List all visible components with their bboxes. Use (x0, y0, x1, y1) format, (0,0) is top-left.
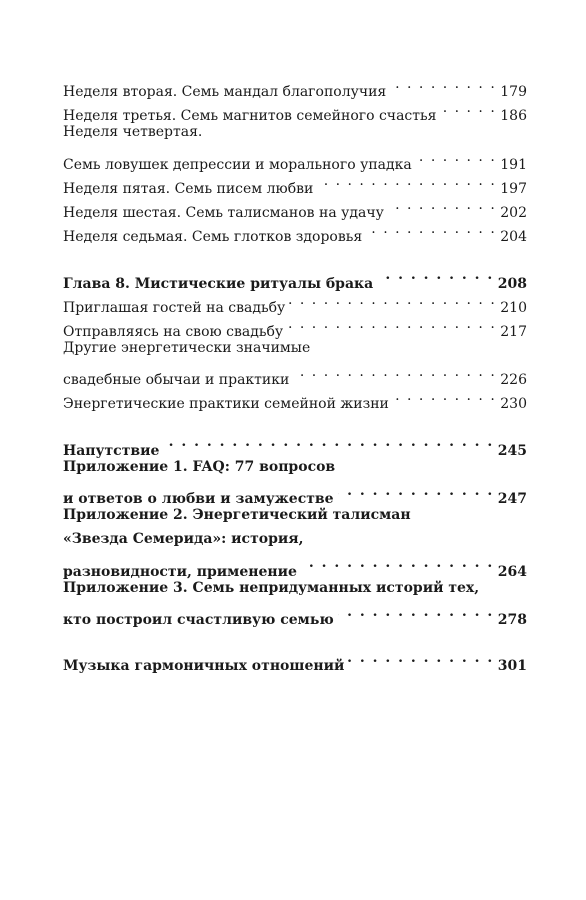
dot-leader (317, 169, 496, 193)
toc-entry-page: 247 (497, 491, 527, 507)
dot-leader (416, 145, 497, 169)
toc-entry-title: Приглашая гостей на свадьбу (63, 299, 286, 316)
dot-leader (301, 551, 494, 575)
toc-entry-week-2 (63, 72, 527, 101)
toc-entry-title: Неделя четвертая. (63, 124, 203, 141)
toc-entry-page: 210 (500, 299, 527, 316)
dot-leader (338, 479, 494, 503)
toc-entry-title: Неделя пятая. Семь писем любви (63, 180, 314, 197)
toc-entry-appendix-1-heading (63, 455, 527, 479)
toc-entry-other-customs-heading (63, 336, 527, 360)
toc-entry-appendix-3-heading (63, 576, 527, 600)
toc-entry-page: 245 (497, 442, 527, 459)
toc-entry-week-4 (63, 145, 527, 173)
toc-entry-page: 208 (497, 275, 527, 292)
toc-entry-page: 191 (500, 156, 527, 173)
toc-entry-page: 202 (500, 205, 527, 222)
toc-entry-title: Неделя третья. Семь магнитов семейного счастья (63, 108, 437, 125)
toc-entry-page: 204 (500, 229, 527, 246)
toc-entry-appendix-2-heading (63, 503, 527, 527)
toc-entry-title: Приложение 2. Энергетический талисман (63, 507, 411, 523)
toc-entry-title: свадебные обычаи и практики (63, 372, 290, 389)
toc-entry-title: Энергетические практики семейной жизни (63, 396, 389, 413)
toc-entry-title: Семь ловушек депрессии и морального упадка (63, 156, 412, 173)
toc-entry-page: 226 (500, 372, 527, 389)
dot-leader (366, 217, 496, 241)
toc-entry-title: кто построил счастливую семью (63, 611, 334, 628)
toc-entry-page: 179 (500, 84, 527, 101)
toc-entry-page: 230 (500, 396, 527, 413)
toc-entry-page: 264 (497, 563, 527, 580)
dot-leader (377, 263, 494, 287)
toc-entry-page: 278 (497, 611, 527, 628)
toc-entry-other-customs (63, 360, 527, 389)
dot-leader (348, 646, 493, 670)
toc-entry-title: разновидности, применение (63, 563, 297, 580)
toc-entry-page: 217 (500, 323, 527, 340)
dot-leader (293, 360, 496, 384)
toc-entry-title: Приложение 1. FAQ: 77 вопросов (63, 458, 336, 475)
dot-leader (393, 384, 496, 408)
toc-entry-appendix-2 (63, 551, 527, 580)
toc-entry-title: Приложение 3. Семь непридуманных историй тех, (63, 579, 480, 596)
toc-entry-page: 301 (497, 658, 527, 675)
dot-leader (390, 72, 496, 96)
dot-leader (388, 193, 496, 217)
toc-entry-title: «Звезда Семерида»: история, (63, 531, 304, 548)
toc-entry-chapter-8 (63, 263, 527, 292)
toc-entry-page: 186 (500, 108, 527, 125)
dot-leader (440, 96, 496, 120)
dot-leader (338, 600, 494, 624)
toc-entry-title: Музыка гармоничных отношений (63, 658, 345, 675)
table-of-contents (63, 72, 527, 675)
toc-entry-title: Неделя шестая. Семь талисманов на удачу (63, 205, 384, 222)
toc-entry-title: Другие энергетически значимые (63, 339, 311, 356)
toc-entry-appendix-3 (63, 600, 527, 628)
dot-leader (163, 430, 493, 454)
toc-entry-title: Глава 8. Мистические ритуалы брака (63, 275, 374, 292)
toc-entry-music (63, 646, 527, 675)
dot-leader (289, 288, 496, 312)
toc-entry-page: 197 (500, 180, 527, 197)
toc-entry-title: Неделя вторая. Семь мандал благополучия (63, 84, 387, 101)
toc-entry-title: и ответов о любви и замужестве (63, 491, 334, 507)
toc-entry-title: Напутствие (63, 442, 160, 459)
dot-leader (287, 312, 496, 336)
toc-entry-title: Отправляясь на свою свадьбу (63, 323, 284, 340)
toc-entry-appendix-1 (63, 479, 527, 507)
toc-entry-appendix-2-line-2 (63, 527, 527, 551)
toc-entry-parting-words (63, 430, 527, 459)
toc-entry-title: Неделя седьмая. Семь глотков здоровья (63, 229, 363, 246)
